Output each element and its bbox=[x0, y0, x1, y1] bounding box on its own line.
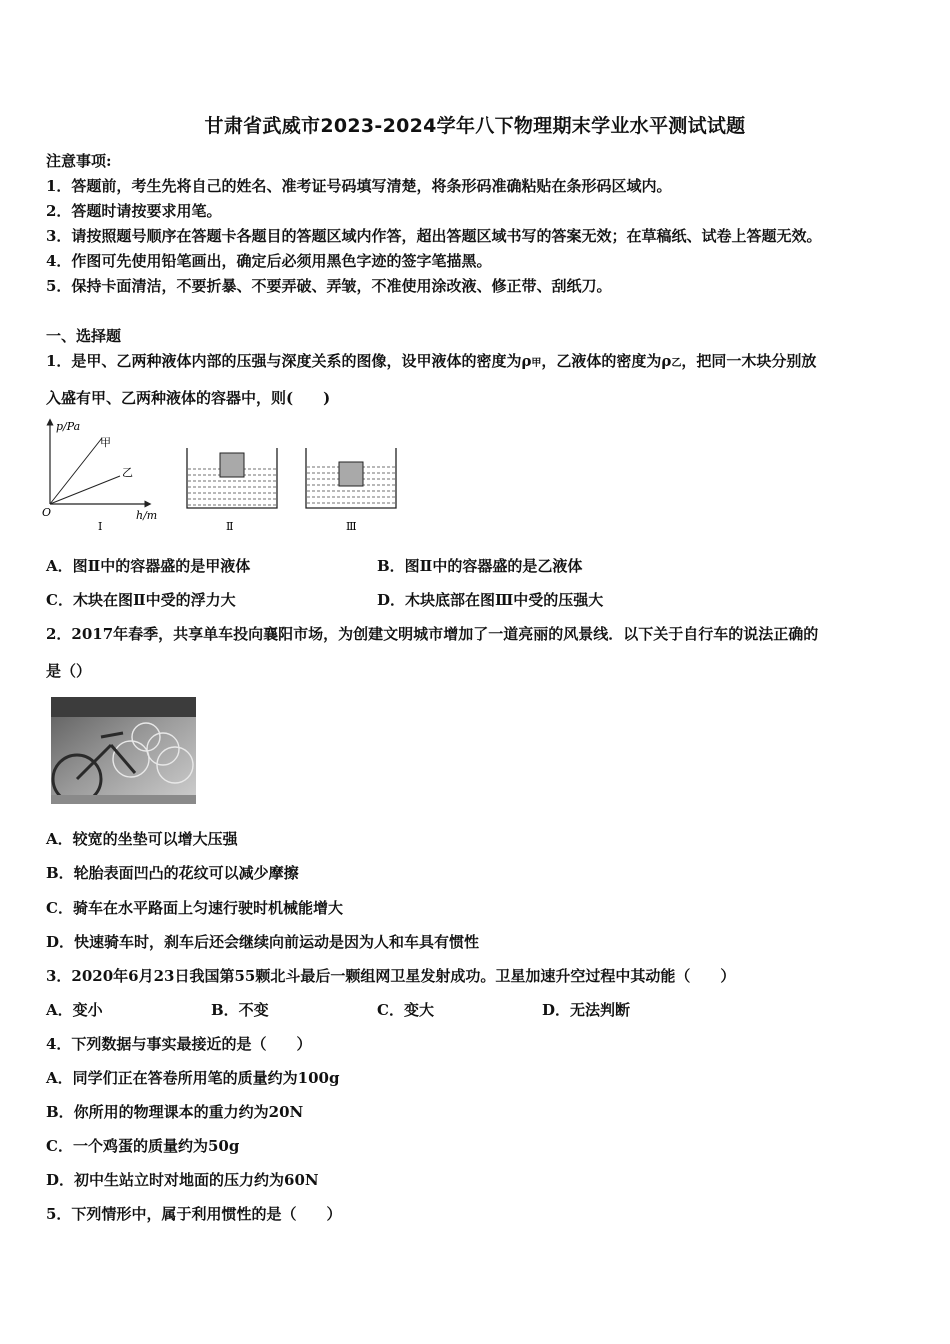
notice-heading: 注意事项: bbox=[46, 152, 112, 170]
q1-stem-part3: ，把同一木块分别放 bbox=[681, 352, 817, 370]
q2-option-b: B．轮胎表面凹凸的花纹可以减少摩擦 bbox=[46, 864, 299, 882]
section-heading: 一、选择题 bbox=[46, 327, 122, 345]
q1-stem-part1: 1．是甲、乙两种液体内部的压强与深度关系的图像，设甲液体的密度为ρ bbox=[46, 352, 532, 370]
wood-block-3 bbox=[339, 462, 363, 486]
q1-stem-line1 bbox=[46, 351, 816, 374]
q4-option-d: D．初中生站立时对地面的压力约为60N bbox=[46, 1171, 319, 1189]
line-yi-label: 乙 bbox=[122, 466, 133, 479]
container-2 bbox=[187, 448, 277, 533]
q3-option-c: C．变大 bbox=[377, 1001, 434, 1019]
q3-stem: 3．2020年6月23日我国第55颗北斗最后一颗组网卫星发射成功。卫星加速升空过程中其动能（ ） bbox=[46, 967, 736, 985]
q2-stem-line2: 是（） bbox=[46, 662, 92, 680]
figure-label-2: Ⅱ bbox=[226, 520, 234, 533]
photo-ground bbox=[51, 795, 196, 804]
q1-option-a: A．图Ⅱ中的容器盛的是甲液体 bbox=[46, 557, 251, 575]
q1-stem-part2: ，乙液体的密度为ρ bbox=[541, 352, 672, 370]
notice-item-2: 2．答题时请按要求用笔。 bbox=[46, 202, 222, 220]
q4-option-b: B．你所用的物理课本的重力约为20N bbox=[46, 1103, 304, 1121]
q1-stem-line2: 入盛有甲、乙两种液体的容器中，则( ) bbox=[46, 389, 331, 407]
line-jia-label: 甲 bbox=[100, 436, 111, 449]
notice-item-1: 1．答题前，考生先将自己的姓名、准考证号码填写清楚，将条形码准确粘贴在条形码区域内。 bbox=[46, 177, 672, 195]
wood-block-2 bbox=[220, 453, 244, 477]
q3-option-a: A．变小 bbox=[46, 1001, 103, 1019]
figure-label-3: Ⅲ bbox=[346, 520, 357, 533]
notice-item-5: 5．保持卡面清洁，不要折暴、不要弄破、弄皱，不准使用涂改液、修正带、刮纸刀。 bbox=[46, 277, 612, 295]
q4-option-c: C．一个鸡蛋的质量约为50g bbox=[46, 1137, 240, 1155]
q1-sub-yi: 乙 bbox=[671, 358, 682, 369]
q1-sub-jia: 甲 bbox=[531, 358, 542, 369]
q3-option-b: B．不变 bbox=[211, 1001, 269, 1019]
notice-item-4: 4．作图可先使用铅笔画出，确定后必须用黑色字迹的签字笔描黑。 bbox=[46, 252, 492, 270]
figure-label-1: Ⅰ bbox=[98, 520, 103, 533]
q1-option-b: B．图Ⅱ中的容器盛的是乙液体 bbox=[377, 557, 583, 575]
container-3 bbox=[306, 448, 396, 533]
q2-option-a: A．较宽的坐垫可以增大压强 bbox=[46, 830, 238, 848]
q2-option-d: D．快速骑车时，刹车后还会继续向前运动是因为人和车具有惯性 bbox=[46, 933, 480, 951]
photo-top-shade bbox=[51, 697, 196, 717]
y-axis-label: p/Pa bbox=[56, 420, 81, 433]
q3-option-d: D．无法判断 bbox=[542, 1001, 631, 1019]
q4-stem: 4．下列数据与事实最接近的是（ ） bbox=[46, 1035, 312, 1053]
q1-option-c: C．木块在图Ⅱ中受的浮力大 bbox=[46, 591, 236, 609]
x-axis-label: h/m bbox=[136, 509, 158, 522]
bicycle-photo bbox=[51, 697, 196, 804]
q1-figure bbox=[40, 416, 420, 538]
q1-option-d: D．木块底部在图Ⅲ中受的压强大 bbox=[377, 591, 604, 609]
q5-stem: 5．下列情形中，属于利用惯性的是（ ） bbox=[46, 1205, 342, 1223]
notice-item-3: 3．请按照题号顺序在答题卡各题目的答题区域内作答，超出答题区域书写的答案无效；在草稿纸、试卷上答题无效。 bbox=[46, 227, 822, 245]
origin-label: O bbox=[42, 506, 52, 519]
page-title: 甘肃省武威市2023-2024学年八下物理期末学业水平测试试题 bbox=[204, 115, 746, 137]
q2-stem-line1: 2．2017年春季，共享单车投向襄阳市场，为创建文明城市增加了一道亮丽的风景线．以下关于自行车的说法正确的 bbox=[46, 625, 819, 643]
pressure-depth-graph bbox=[42, 420, 157, 533]
q2-option-c: C．骑车在水平路面上匀速行驶时机械能增大 bbox=[46, 899, 343, 917]
q4-option-a: A．同学们正在答卷所用笔的质量约为100g bbox=[46, 1069, 340, 1087]
